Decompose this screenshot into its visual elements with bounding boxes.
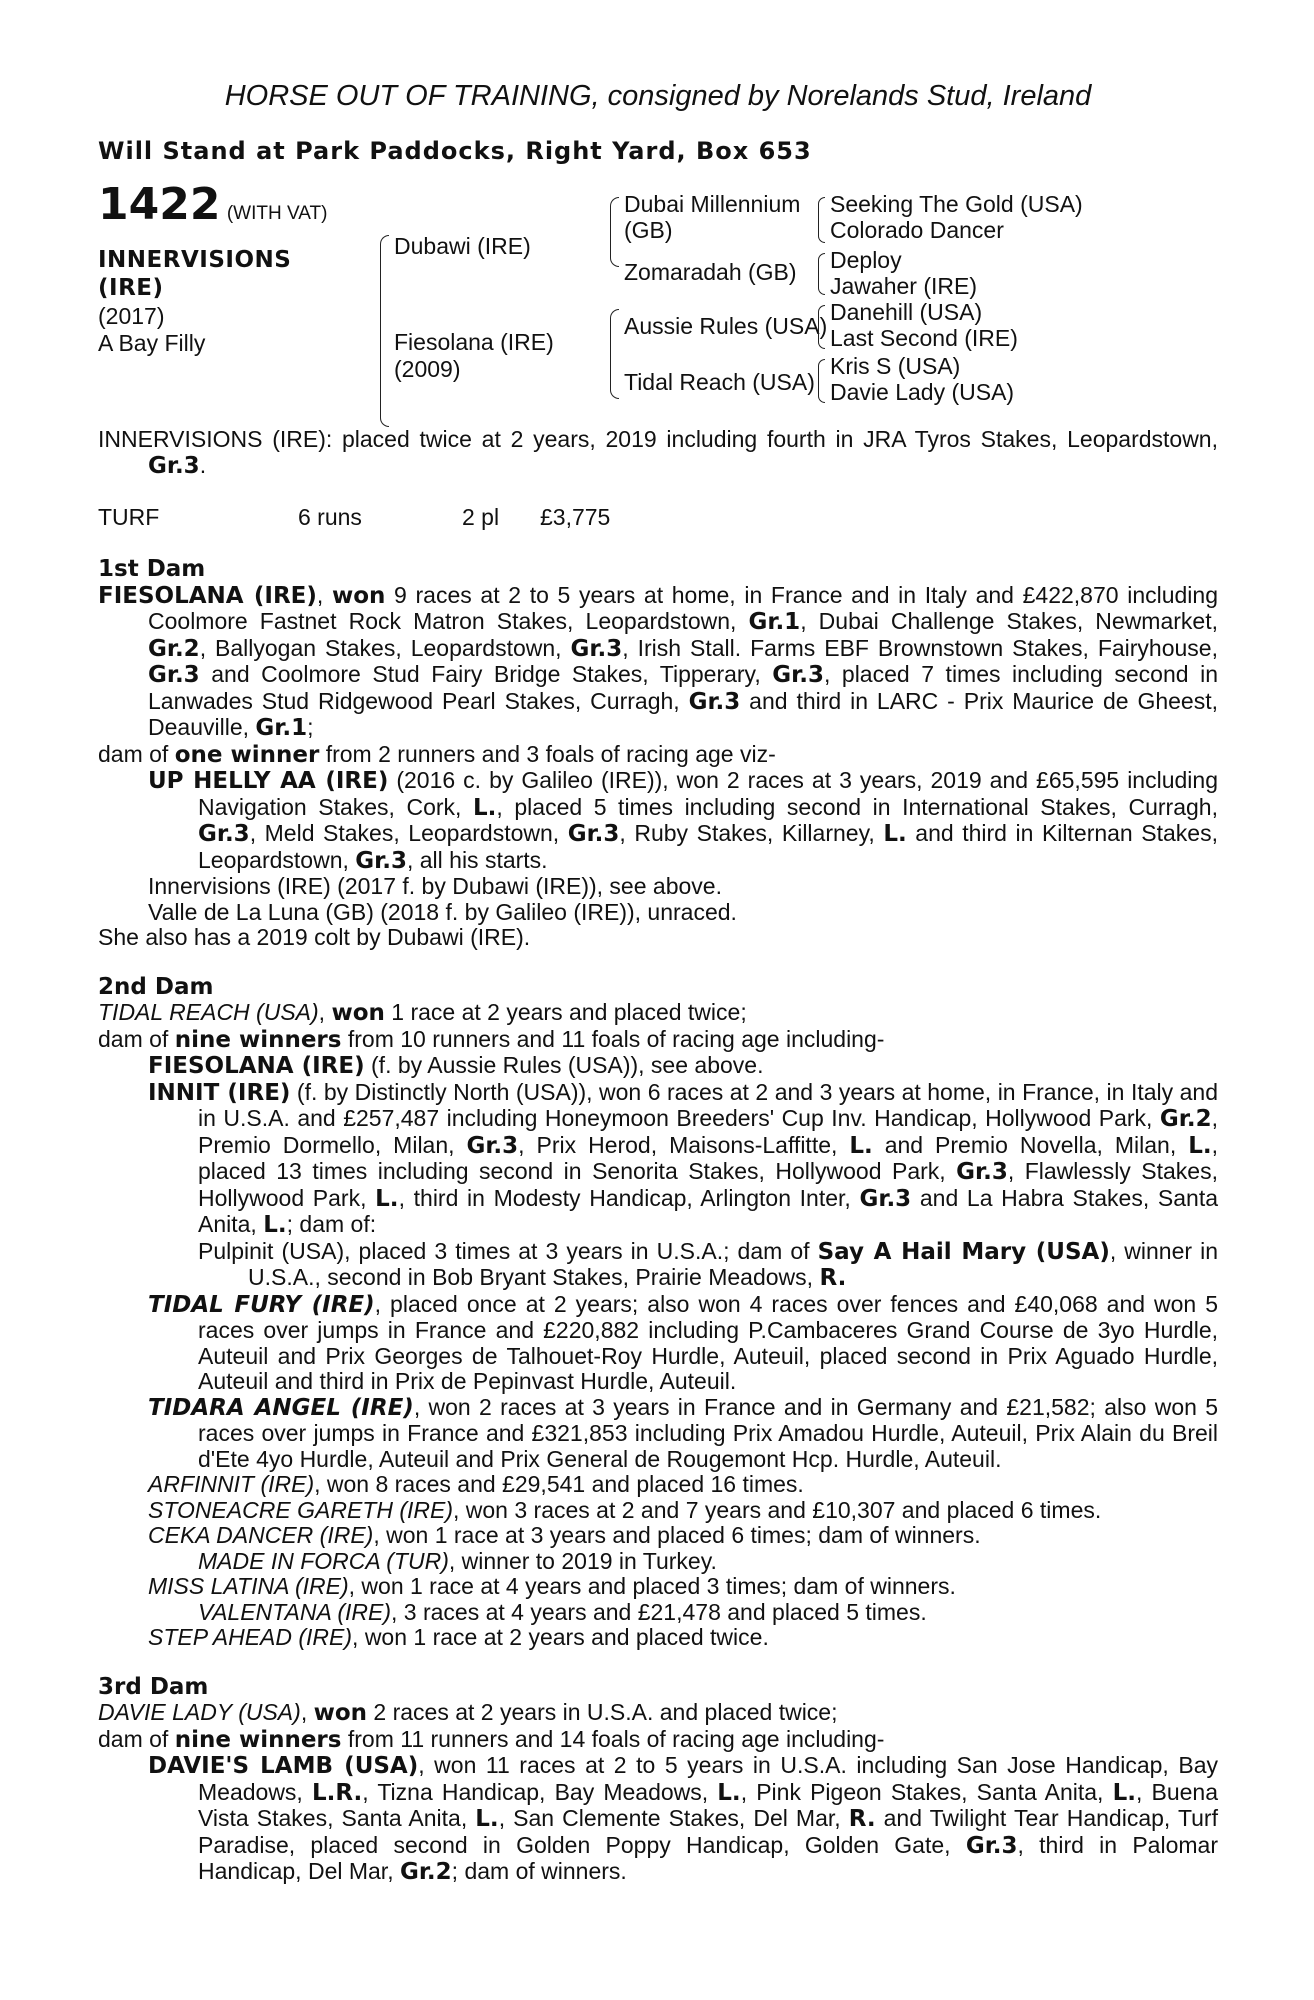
produce-tidara-angel: TIDARA ANGEL (IRE), won 2 races at 3 years in France and in Germany and £21,582; also won 5 races over jumps in France and £321,853 including Prix Amadou Hurdle, Auteuil, Prix Alain du Breil d'Ete 4yo Hurdle, Auteuil and Prix General de Rougemont Hcp. Hurdle, Auteuil. — [148, 1393, 1219, 1472]
produce-colt-note: She also has a 2019 colt by Dubawi (IRE). — [98, 924, 531, 950]
page-title: HORSE OUT OF TRAINING, consigned by Norelands Stud, Ireland — [224, 80, 1092, 112]
pedigree-table — [98, 179, 1218, 427]
first-dam-text: FIESOLANA (IRE), won 9 races at 2 to 5 years at home, in France and in Italy and £422,870 including Coolmore Fastnet Rock Matron Stakes, Leopardstown, Gr.1, Dubai Challenge Stakes, Newmarket, Gr.2, Ballyogan Stakes, Leopardstown, Gr.3, Irish Stall. Farms EBF Brownstown Stakes, Fairyhouse, Gr.3 and Coolmore Stud Fairy Bridge Stakes, Tipperary, Gr.3, placed 7 times including second in Lanwades Stud Ridgewood Pearl Stakes, Curragh, Gr.3 and third in LARC - Prix Maurice de Gheest, Deauville, Gr.1; — [98, 581, 1218, 741]
gen3-sds: Deploy — [830, 247, 902, 273]
catalogue-body — [98, 427, 1218, 1886]
gen3-brace-4 — [818, 359, 825, 403]
gen3-ddd: Davie Lady (USA) — [830, 379, 1015, 405]
produce-made-in-forca: MADE IN FORCA (TUR), winner to 2019 in Turkey. — [198, 1547, 717, 1574]
horse-description: A Bay Filly — [98, 330, 206, 356]
sire-line-brace — [610, 197, 619, 267]
first-dam-produce: dam of one winner from 2 runners and 3 foals of racing age viz- — [98, 740, 776, 768]
lot-heading — [98, 179, 328, 230]
dam-line-brace — [610, 309, 619, 399]
produce-valle-de-la-luna: Valle de La Luna (GB) (2018 f. by Galileo (IRE)), unraced. — [148, 898, 737, 925]
turf-placed: 2 pl — [462, 504, 500, 530]
produce-arfinnit: ARFINNIT (IRE), won 8 races and £29,541 and placed 16 times. — [148, 1471, 804, 1497]
stand-location: Will Stand at Park Paddocks, Right Yard, Box 653 — [98, 137, 812, 165]
first-dam-heading: 1st Dam — [98, 556, 206, 582]
produce-step-ahead: STEP AHEAD (IRE), won 1 race at 2 years and placed twice. — [148, 1624, 769, 1650]
produce-innervisions: Innervisions (IRE) (2017 f. by Dubawi (IRE)), see above. — [148, 873, 722, 899]
sire-sire-country: (GB) — [624, 217, 673, 243]
turf-runs: 6 runs — [298, 504, 362, 530]
produce-valentana: VALENTANA (IRE), 3 races at 4 years and £21,478 and placed 5 times. — [198, 1598, 927, 1625]
horse-year: (2017) — [98, 303, 165, 329]
third-dam-text: DAVIE LADY (USA), won 2 races at 2 years in U.S.A. and placed twice; — [98, 1699, 838, 1726]
race-summary: INNERVISIONS (IRE): placed twice at 2 years, 2019 including fourth in JRA Tyros Stakes, Leopardstown, Gr.3. — [98, 426, 1218, 479]
third-dam-produce: dam of nine winners from 11 runners and 14 foals of racing age including- — [98, 1725, 885, 1753]
dam-sire: Aussie Rules (USA) — [624, 313, 828, 339]
gen3-dds: Kris S (USA) — [830, 353, 961, 379]
produce-stoneacre-gareth: STONEACRE GARETH (IRE), won 3 races at 2 and 7 years and £10,307 and placed 6 times. — [148, 1496, 1102, 1523]
produce-davies-lamb: DAVIE'S LAMB (USA), won 11 races at 2 to 5 years in U.S.A. including San Jose Handicap, Bay Meadows, L.R., Tizna Handicap, Bay Meadows, L., Pink Pigeon Stakes, Santa Anita, L., Buena Vista Stakes, Santa Anita, L., San Clemente Stakes, Del Mar, R. and Twilight Tear Handicap, Turf Paradise, placed second in Golden Poppy Handicap, Golden Gate, Gr.3, third in Palomar Handicap, Del Mar, Gr.2; dam of winners. — [148, 1752, 1218, 1885]
produce-miss-latina: MISS LATINA (IRE), won 1 race at 4 years and placed 3 times; dam of winners. — [148, 1573, 956, 1599]
horse-country: (IRE) — [98, 275, 164, 301]
dam-dam: Tidal Reach (USA) — [624, 369, 815, 395]
horse-name: INNERVISIONS — [98, 247, 292, 273]
produce-ceka-dancer: CEKA DANCER (IRE), won 1 race at 3 years and placed 6 times; dam of winners. — [148, 1522, 981, 1548]
sire: Dubawi (IRE) — [394, 233, 531, 259]
second-dam-text: TIDAL REACH (USA), won 1 race at 2 years and placed twice; — [98, 999, 747, 1026]
produce-fiesolana: FIESOLANA (IRE) (f. by Aussie Rules (USA)), see above. — [148, 1052, 764, 1079]
sire-dam: Zomaradah (GB) — [624, 259, 797, 285]
gen3-ssd: Colorado Dancer — [830, 217, 1004, 243]
gen3-sdd: Jawaher (IRE) — [830, 273, 977, 299]
gen3-dss: Danehill (USA) — [830, 299, 983, 325]
gen3-brace-1 — [818, 197, 825, 243]
gen3-brace-3 — [818, 305, 825, 349]
lot-number: 1422 — [98, 179, 221, 230]
dam-year: (2009) — [394, 356, 461, 382]
second-dam-produce: dam of nine winners from 10 runners and 11 foals of racing age including- — [98, 1025, 885, 1053]
catalogue-page — [98, 80, 1218, 1886]
third-dam-heading: 3rd Dam — [98, 1673, 209, 1700]
vat-note: (WITH VAT) — [226, 203, 328, 224]
race-record — [98, 505, 1218, 531]
turf-label: TURF — [98, 504, 160, 530]
gen3-brace-2 — [818, 253, 825, 295]
sire-dam-brace — [380, 235, 389, 427]
produce-up-helly-aa: UP HELLY AA (IRE) (2016 c. by Galileo (IRE)), won 2 races at 3 years, 2019 and £65,595 including Navigation Stakes, Cork, L., placed 5 times including second in International Stakes, Curragh, Gr.3, Meld Stakes, Leopardstown, Gr.3, Ruby Stakes, Killarney, L. and third in Kilternan Stakes, Leopardstown, Gr.3, all his starts. — [148, 767, 1218, 874]
produce-tidal-fury: TIDAL FURY (IRE), placed once at 2 years; also won 4 races over fences and £40,068 and won 5 races over jumps in France and £220,882 including P.Cambaceres Grand Course de 3yo Hurdle, Auteuil and Prix Georges de Talhouet-Roy Hurdle, Auteuil, placed second in Prix Aguado Hurdle, Auteuil and third in Prix de Pepinvast Hurdle, Auteuil. — [148, 1290, 1218, 1394]
gen3-sss: Seeking The Gold (USA) — [830, 191, 1083, 217]
dam: Fiesolana (IRE) — [394, 329, 554, 355]
sire-sire: Dubai Millennium — [624, 191, 801, 217]
produce-pulpinit: Pulpinit (USA), placed 3 times at 3 years in U.S.A.; dam of Say A Hail Mary (USA), winner in U.S.A., second in Bob Bryant Stakes, Prairie Meadows, R. — [198, 1237, 1218, 1291]
second-dam-heading: 2nd Dam — [98, 973, 214, 1000]
produce-innit: INNIT (IRE) (f. by Distinctly North (USA)), won 6 races at 2 and 3 years at home, in France, in Italy and in U.S.A. and £257,487 including Honeymoon Breeders' Cup Inv. Handicap, Hollywood Park, Gr.2, Premio Dormello, Milan, Gr.3, Prix Herod, Maisons-Laffitte, L. and Premio Novella, Milan, L., placed 13 times including second in Senorita Stakes, Hollywood Park, Gr.3, Flawlessly Stakes, Hollywood Park, L., third in Modesty Handicap, Arlington Inter, Gr.3 and La Habra Stakes, Santa Anita, L.; dam of: — [148, 1078, 1218, 1238]
gen3-dsd: Last Second (IRE) — [830, 325, 1018, 351]
turf-earnings: £3,775 — [540, 504, 611, 530]
